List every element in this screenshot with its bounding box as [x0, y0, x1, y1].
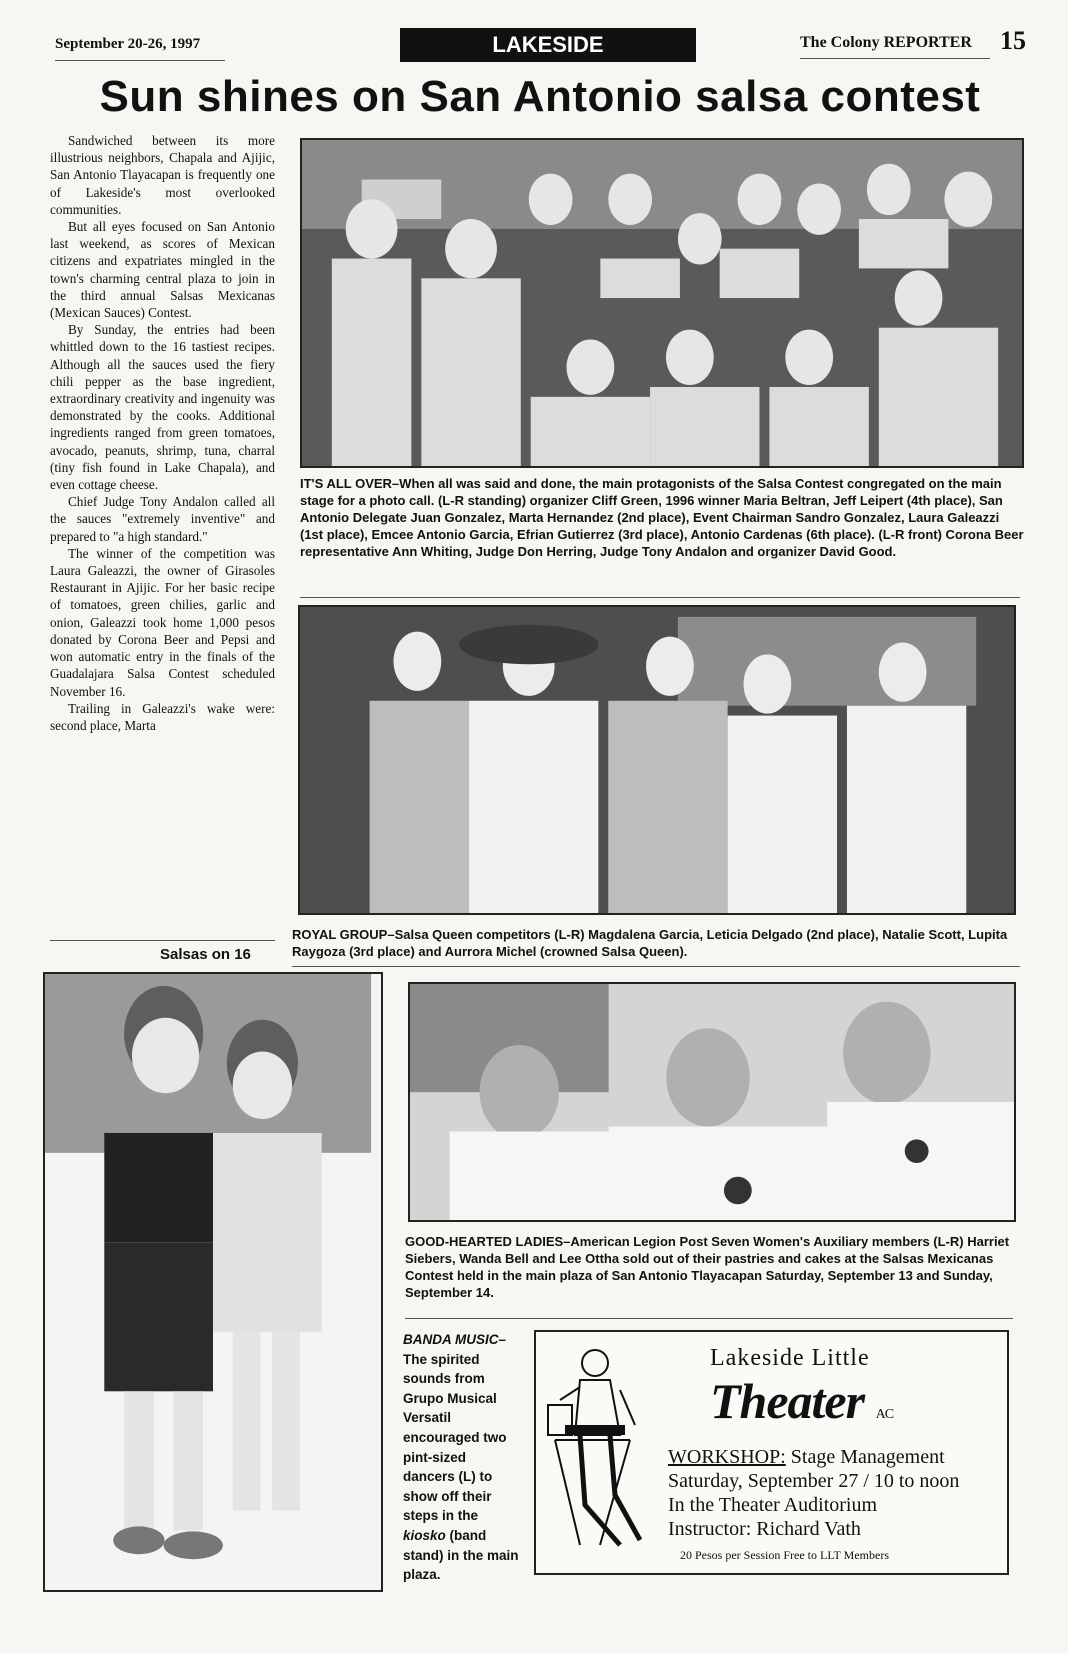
caption-text: The spirited sounds from Grupo Musical Versatil encouraged two pint-sized dancers (L) to show off their steps in the — [403, 1351, 507, 1524]
story-column — [50, 132, 275, 734]
header-rule-left — [55, 60, 225, 61]
caption-text: When all was said and done, the main protagonists of the Salsa Contest congregated on the main stage for a photo call. (L-R standing) organizer Cliff Green, 1996 winner Maria Beltran, Jeff Leipert (4th place), San Antonio Delegate Juan Gonzalez, Marta Hernandez (2nd place), Event Chairman Sandro Gonzalez, Laura Galeazzi (1st place), Emcee Antonio Garcia, Efrian Gutierrez (3rd place), Antonio Cardenas (6th place). (L-R front) Corona Beer representative Ann Whiting, Judge Don Herring, Judge Tony Andalon and organizer David Good. — [300, 476, 1024, 559]
caption-rule — [300, 597, 1020, 598]
issue-date: September 20-26, 1997 — [55, 36, 201, 52]
caption-text: Salsa Queen competitors (L-R) Magdalena Garcia, Leticia Delgado (2nd place), Natalie Scott, Lupita Raygoza (3rd place) and Aurrora Michel (crowned Salsa Queen). — [292, 927, 1008, 959]
caption-rule — [292, 966, 1020, 967]
photo-child-dancers — [43, 972, 383, 1592]
caption-royal-group — [292, 926, 1022, 960]
ad-title-suffix: AC — [875, 1407, 894, 1422]
story-paragraph: By Sunday, the entries had been whittled down to the 16 tastiest recipes. Although all the sauces used the fiery chili pepper as the base ingredient, extraordinary creativity and ingenuity was demonstrated by the cooks. Additional ingredients ranged from green tomatoes, avocado, peanuts, shrimp, tuna, charral (tiny fish found in Lake Chapala), and even cottage cheese. — [50, 322, 275, 493]
section-banner: LAKESIDE — [400, 28, 696, 62]
ad-where: In the Theater Auditorium — [668, 1494, 878, 1516]
ad-workshop-topic: Stage Management — [785, 1446, 945, 1468]
photo-queen-competitors — [298, 605, 1016, 915]
header-rule-right — [800, 58, 990, 59]
story-paragraph: Sandwiched between its more illustrious neighbors, Chapala and Ajijic, San Antonio Tlayacapan is frequently one of Lakeside's most overlooked communities. — [50, 133, 275, 217]
ad-fee: 20 Pesos per Session Free to LLT Members — [680, 1548, 889, 1562]
caption-lead: GOOD-HEARTED LADIES– — [405, 1234, 571, 1249]
caption-lead: IT'S ALL OVER– — [300, 476, 400, 491]
caption-all-over — [300, 475, 1024, 560]
headline: Sun shines on San Antonio salsa contest — [99, 72, 981, 121]
caption-lead: BANDA MUSIC– — [403, 1332, 507, 1347]
caption-good-hearted-ladies — [405, 1233, 1013, 1301]
photo-group-stage — [300, 138, 1024, 468]
caption-banda-music — [403, 1330, 521, 1585]
page-number: 15 — [1000, 26, 1026, 55]
story-paragraph: Chief Judge Tony Andalon called all the sauces "extremely inventive" and prepared to "a high standard." — [50, 494, 275, 544]
story-paragraph: But all eyes focused on San Antonio last weekend, as scores of Mexican citizens and expatriates mingled in the town's charming central plaza to join in the third annual Salsas Mexicanas (Mexican Sauces) Contest. — [50, 219, 275, 321]
ad-workshop-label: WORKSHOP: — [668, 1446, 786, 1468]
ad-title-word: Theater — [710, 1373, 865, 1429]
caption-text: American Legion Post Seven Women's Auxiliary members (L-R) Harriet Siebers, Wanda Bell and Lee Ottha sold out of their pastries and cakes at the Salsas Mexicanas Contest held in the main plaza of San Antonio Tlayacapan Saturday, September 13 and Sunday, September 14. — [405, 1234, 1010, 1300]
story-paragraph: The winner of the competition was Laura Galeazzi, the owner of Girasoles Restaurant in Ajijic. For her basic recipe of tomatoes, green chilies, garlic and onion, Galeazzi took home 1,000 pesos donated by Corona Beer and Pepsi and won automatic entry in the finals of the Guadalajara Salsa Contest scheduled November 16. — [50, 545, 275, 699]
photo-auxiliary-ladies — [408, 982, 1016, 1222]
caption-text: (band stand) in the main plaza. — [403, 1527, 519, 1583]
ad-instructor: Instructor: Richard Vath — [668, 1518, 861, 1540]
caption-rule — [405, 1318, 1013, 1319]
ad-when: Saturday, September 27 / 10 to noon — [668, 1470, 960, 1492]
ad-title-line1: Lakeside Little — [710, 1345, 870, 1371]
actor-in-chair-icon — [540, 1345, 670, 1560]
ad-title-line2 — [710, 1372, 893, 1430]
caption-lead: ROYAL GROUP– — [292, 927, 395, 942]
jump-line: Salsas on 16 — [160, 946, 251, 963]
caption-italic: kiosko — [403, 1527, 446, 1543]
story-paragraph: Trailing in Galeazzi's wake were: second place, Marta — [50, 700, 275, 733]
jump-rule — [50, 940, 275, 941]
newspaper-name: The Colony REPORTER — [800, 34, 972, 51]
ad-workshop — [668, 1446, 945, 1469]
